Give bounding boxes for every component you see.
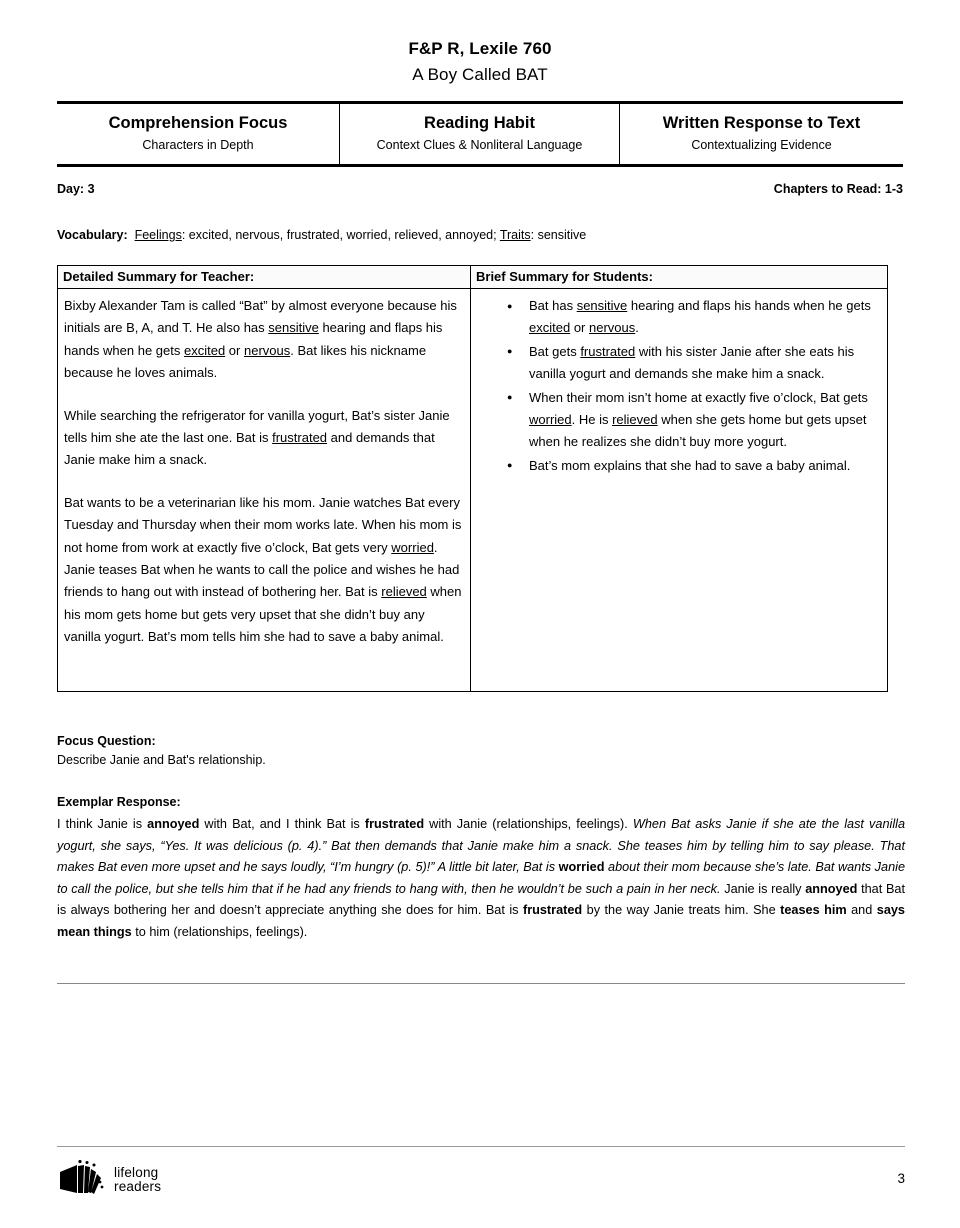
text-run: Bat gets xyxy=(529,343,581,359)
detailed-summary-text xyxy=(64,295,462,649)
text-run: or xyxy=(225,342,244,358)
text-run: and xyxy=(846,903,877,917)
text-run: by the way Janie treats him. She xyxy=(582,903,781,917)
brief-summary-list xyxy=(477,295,878,477)
focus-cell-reading-habit xyxy=(340,104,620,164)
text-run: or xyxy=(570,320,589,336)
text-run: worried xyxy=(529,412,572,428)
brief-summary-bullet xyxy=(529,295,878,340)
detailed-summary-paragraph xyxy=(64,405,462,472)
column-header-detailed-summary: Detailed Summary for Teacher: xyxy=(58,266,471,288)
brief-summary-cell xyxy=(471,289,886,691)
text-run: When their mom isn’t home at exactly five o’clock, Bat gets xyxy=(529,389,868,405)
brief-summary-bullet xyxy=(529,455,878,477)
text-run: While searching the refrigerator for vanilla yogurt, Bat’s sister Janie tells him she ate the last one. Bat is xyxy=(64,407,450,446)
exemplar-response-block xyxy=(57,793,905,943)
text-run: hearing and flaps his hands when he gets xyxy=(64,320,443,358)
exemplar-response-label: Exemplar Response: xyxy=(57,795,181,809)
day-label: Day: 3 xyxy=(57,182,95,196)
focus-cell-written-response xyxy=(620,104,903,164)
text-run: . Bat likes his nickname because he loves animals. xyxy=(64,342,427,381)
page-footer xyxy=(57,1160,905,1210)
text-run: Janie is really xyxy=(720,881,806,896)
text-run: with his sister Janie after she eats his vanilla yogurt and demands she make him a snack. xyxy=(529,343,855,382)
text-run: when he realizes she didn’t buy more yogurt. xyxy=(529,434,787,450)
text-run: When Bat asks Janie if she ate the last vanilla yogurt, she says, “Yes. It was delicious (p. 4).” Bat then demands that Janie make him a snack. She teases him by telling him to say please. That makes Bat even more upset and he says loudly, “I’m hungry (p. 5)!” A little bit later, Bat is xyxy=(57,817,906,874)
text-run: I think Janie is xyxy=(57,817,148,831)
text-run: excited xyxy=(529,320,571,336)
text-run: about their mom because she’s late. Bat wants Janie to call the police, but she tells him that if he had any friends to hang with, then he wouldn’t be such a pain in her neck. xyxy=(57,860,905,896)
brief-summary-bullet xyxy=(529,341,878,386)
chapters-label: Chapters to Read: 1-3 xyxy=(773,182,903,196)
summary-table-header-row xyxy=(58,266,887,289)
text-run: excited xyxy=(183,342,226,358)
logo-line-2: readers xyxy=(114,1179,162,1194)
meta-row xyxy=(57,182,903,196)
vocabulary-feelings-list: : excited, nervous, frustrated, worried, relieved, annoyed; xyxy=(181,228,500,242)
open-book-icon xyxy=(57,1160,109,1200)
focus-question-label: Focus Question: xyxy=(57,734,156,748)
exemplar-response-text xyxy=(57,814,905,943)
summary-table-body-row xyxy=(58,289,887,691)
logo-line-1: lifelong xyxy=(114,1165,159,1180)
vocabulary-traits-list: : sensitive xyxy=(530,228,587,242)
page-title: F&P R, Lexile 760 xyxy=(408,39,552,58)
document-header xyxy=(57,36,903,88)
lifelong-readers-logo xyxy=(57,1160,161,1200)
vocabulary-line xyxy=(57,226,903,244)
detailed-summary-paragraph xyxy=(64,492,462,649)
text-run: when she gets home but gets upset xyxy=(657,412,867,428)
text-run: relieved xyxy=(612,412,658,428)
logo-wordmark xyxy=(114,1166,161,1194)
text-run: annoyed xyxy=(805,881,858,896)
text-run: when his mom gets home but gets very upset that she didn’t buy any vanilla yogurt. Bat’s mom tells him she had to save a baby animal. xyxy=(64,584,462,645)
text-run: with Janie (relationships, feelings). xyxy=(424,817,633,831)
column-header-brief-summary: Brief Summary for Students: xyxy=(471,266,886,288)
focus-question-text: Describe Janie and Bat's relationship. xyxy=(57,753,266,767)
focus-heading: Reading Habit xyxy=(424,114,535,132)
text-run: that Bat is always bothering her and doesn’t appreciate anything she does for him. Bat is xyxy=(57,881,905,917)
text-run: Bixby Alexander Tam is called “Bat” by almost everyone because his initials are B, A, and T. He also has xyxy=(64,298,457,336)
text-run: sensitive xyxy=(268,320,319,336)
vocabulary-label: Vocabulary: xyxy=(57,228,128,242)
book-title: A Boy Called BAT xyxy=(412,65,548,84)
focus-question-block xyxy=(57,732,903,770)
page-number: 3 xyxy=(897,1171,905,1186)
focus-cell-comprehension-focus xyxy=(57,104,340,164)
text-run: worried xyxy=(558,860,605,874)
text-run: nervous xyxy=(589,320,636,336)
text-run: . Janie teases Bat when he wants to call the police and wishes he had friends to hang out with instead of bothering her. Bat is xyxy=(64,539,460,600)
detailed-summary-cell xyxy=(58,289,471,691)
text-run: worried xyxy=(391,539,434,555)
focus-subheading: Characters in Depth xyxy=(142,138,254,152)
vocabulary-feelings-label: Feelings xyxy=(134,228,182,242)
text-run: with Bat, and I think Bat is xyxy=(199,817,365,831)
text-run: sensitive xyxy=(576,298,628,313)
section-divider xyxy=(57,983,905,984)
text-run: frustrated xyxy=(364,817,425,831)
focus-heading: Comprehension Focus xyxy=(108,114,288,132)
text-run: hearing and flaps his hands when he gets xyxy=(627,298,871,313)
focus-subheading: Contextualizing Evidence xyxy=(691,138,832,152)
text-run: and demands that Janie make him a snack. xyxy=(64,430,435,468)
summary-table xyxy=(57,265,888,692)
brief-summary-bullet xyxy=(529,387,878,454)
text-run: Bat wants to be a veterinarian like his mom. Janie watches Bat every Tuesday and Thursday when their mom works late. When his mom is not home from work at exactly five o’clock, Bat gets very xyxy=(64,494,462,555)
detailed-summary-paragraph xyxy=(64,295,462,385)
focus-strip xyxy=(57,101,903,167)
text-run: . He is xyxy=(571,412,613,428)
text-run: teases him xyxy=(780,903,847,917)
text-run: . xyxy=(635,320,639,336)
focus-subheading: Context Clues & Nonliteral Language xyxy=(376,138,583,152)
footer-divider xyxy=(57,1146,905,1147)
text-run: frustrated xyxy=(522,903,583,917)
text-run: Bat’s mom explains that she had to save a baby animal. xyxy=(529,457,851,473)
text-run: relieved xyxy=(381,584,427,600)
text-run: annoyed xyxy=(147,817,200,831)
vocabulary-traits-label: Traits xyxy=(499,228,531,242)
focus-heading: Written Response to Text xyxy=(662,114,861,132)
text-run: nervous xyxy=(243,342,291,358)
text-run: says mean things xyxy=(57,903,905,939)
text-run: frustrated xyxy=(580,343,636,359)
text-run: to him (relationships, feelings). xyxy=(131,924,308,939)
text-run: frustrated xyxy=(272,430,328,446)
text-run: Bat has xyxy=(529,298,577,313)
